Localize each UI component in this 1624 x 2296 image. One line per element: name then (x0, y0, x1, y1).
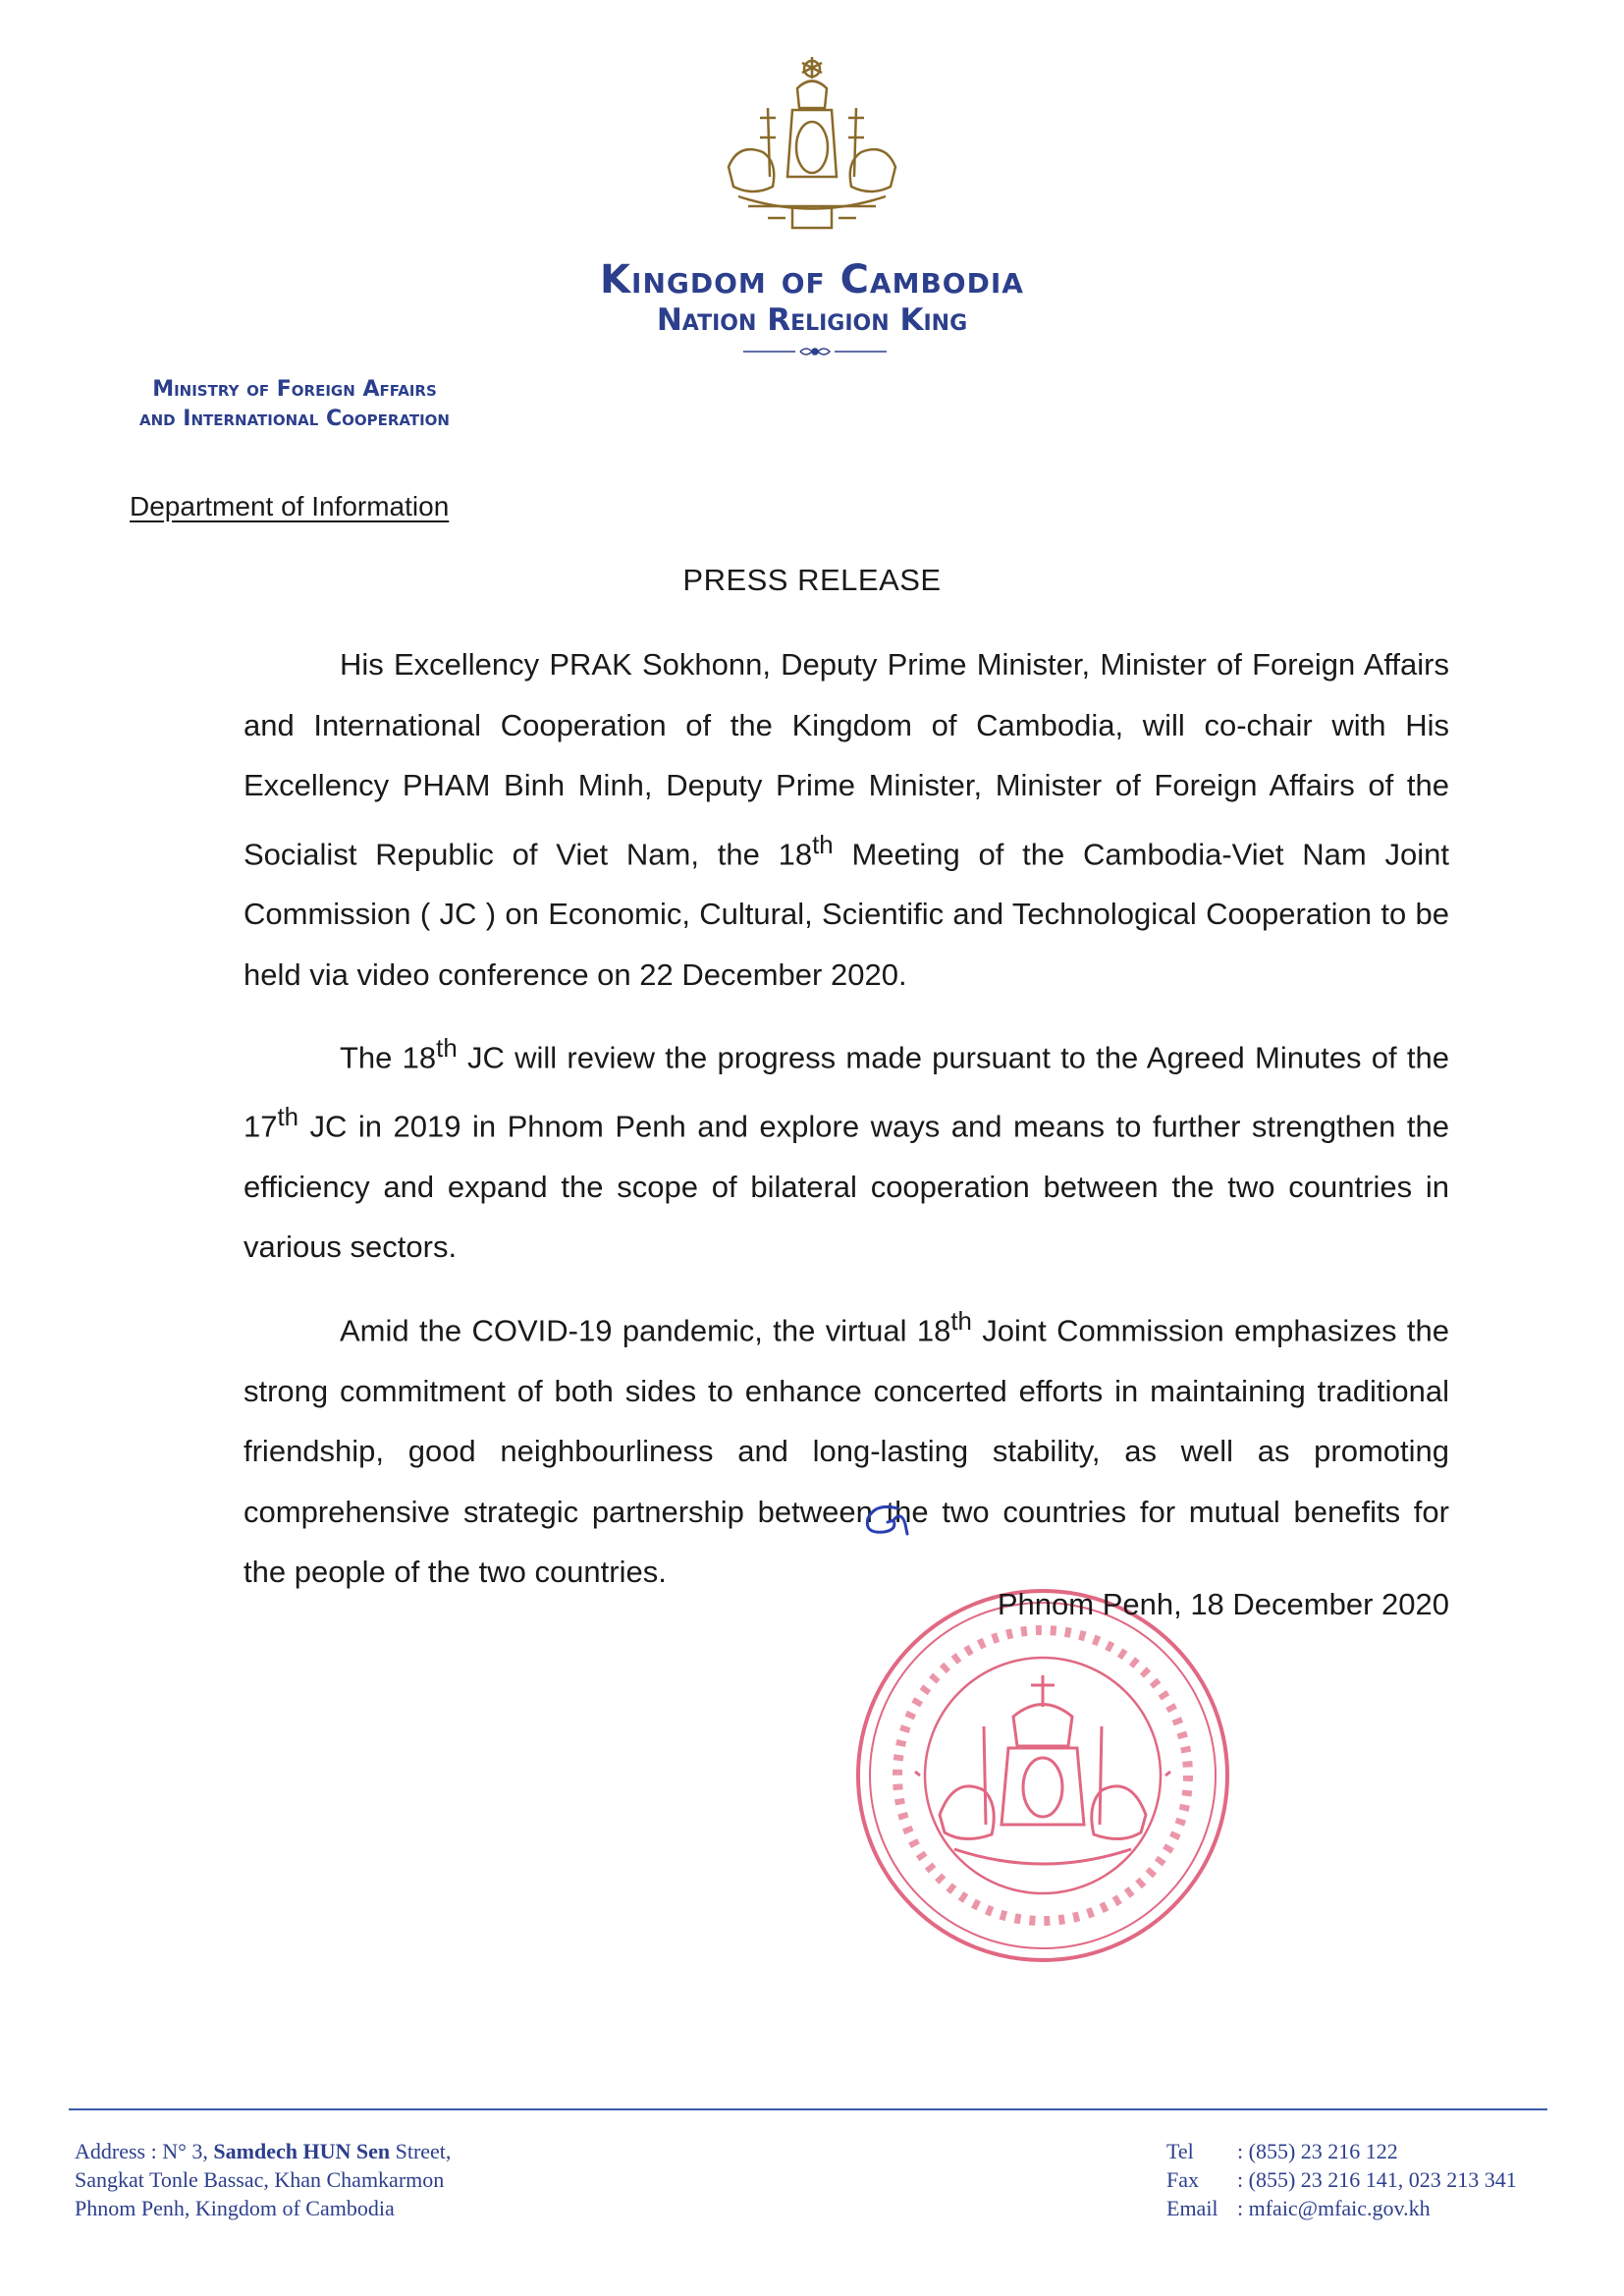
fax-label: Fax (1166, 2167, 1199, 2192)
handwritten-initial-icon (858, 1501, 921, 1544)
royal-emblem-icon (709, 49, 915, 246)
press-release-title: PRESS RELEASE (682, 563, 942, 597)
fax-row (1166, 2165, 1517, 2194)
ministry-line-2: and International Cooperation (139, 407, 450, 431)
p1-text-a: His Excellency PRAK Sokhonn, (340, 647, 782, 682)
footer-divider (69, 2108, 1547, 2110)
address-line-1 (75, 2137, 451, 2165)
address-line-3: Phnom Penh, Kingdom of Cambodia (75, 2196, 395, 2220)
p2-superscript-1: th (436, 1035, 458, 1064)
address-prefix: Address : N° 3, (75, 2139, 214, 2163)
official-seal-icon (846, 1579, 1239, 1972)
tel-label: Tel (1166, 2139, 1194, 2163)
p3-text-b: Joint Commission emphasizes the strong commitment of both sides to enhance concerted efforts in maintaining traditional friendship, good neighbourliness and long-lasting stability, as well as promoting comprehensive strategic partnership between the two countries for mutual benefits for the people of the two countries. (244, 1313, 1449, 1590)
footer-address (75, 2137, 451, 2222)
press-release-body (244, 634, 1449, 1617)
email-row (1166, 2194, 1517, 2222)
paragraph-3 (244, 1292, 1449, 1603)
p1-text-c: His Excellency PHAM Binh Minh, (244, 707, 1449, 802)
department-name: Department of Information (130, 491, 450, 521)
p2-superscript-2: th (277, 1104, 299, 1132)
national-motto: Nation Religion King (656, 302, 968, 338)
address-line-2: Sangkat Tonle Bassac, Khan Chamkarmon (75, 2167, 445, 2192)
p2-text-a: The 18 (340, 1040, 437, 1075)
ornament-divider-icon (741, 344, 889, 359)
ministry-line-1: Ministry of Foreign Affairs (152, 377, 437, 402)
p2-text-c: JC in 2019 in Phnom Penh and explore ways and means to further strengthen the efficiency and expand the scope of bilateral cooperation between the two countries in various sectors. (244, 1109, 1449, 1265)
p3-superscript: th (950, 1307, 972, 1336)
tel-value: : (855) 23 216 122 (1237, 2139, 1398, 2163)
fax-value: : (855) 23 216 141, 023 213 341 (1237, 2167, 1517, 2192)
ministry-name (69, 375, 520, 434)
paragraph-2 (244, 1019, 1449, 1278)
p1-text-d: Deputy Prime Minister, Minister of Foreign Affairs of the Socialist Republic of Viet Nam, the 18 (244, 768, 1449, 871)
tel-row (1166, 2137, 1517, 2165)
p1-text-e: Meeting of the Cambodia-Viet Nam Joint Commission ( JC ) on Economic, Cultural, Scientific and Technological Cooperation to be held via video conference on 22 December 2020. (244, 836, 1449, 992)
email-label: Email (1166, 2196, 1218, 2220)
p2-text-b: JC will review the progress made pursuant to the Agreed Minutes of the 17 (244, 1040, 1449, 1144)
p3-text-a: Amid the COVID-19 pandemic, the virtual 18 (340, 1313, 951, 1348)
email-value[interactable]: : mfaic@mfaic.gov.kh (1237, 2196, 1431, 2220)
place-and-date: Phnom Penh, 18 December 2020 (997, 1587, 1449, 1621)
paragraph-1 (244, 634, 1449, 1005)
address-street: Samdech HUN Sen (213, 2139, 391, 2163)
kingdom-heading: Kingdom of Cambodia (600, 257, 1024, 302)
footer-contacts (1166, 2137, 1517, 2222)
address-suffix: Street, (390, 2139, 452, 2163)
p1-text-b: Deputy Prime Minister, Minister of Foreign Affairs and International Cooperation of the Kingdom of Cambodia, will co-chair with (244, 647, 1449, 742)
p1-superscript: th (812, 831, 834, 859)
